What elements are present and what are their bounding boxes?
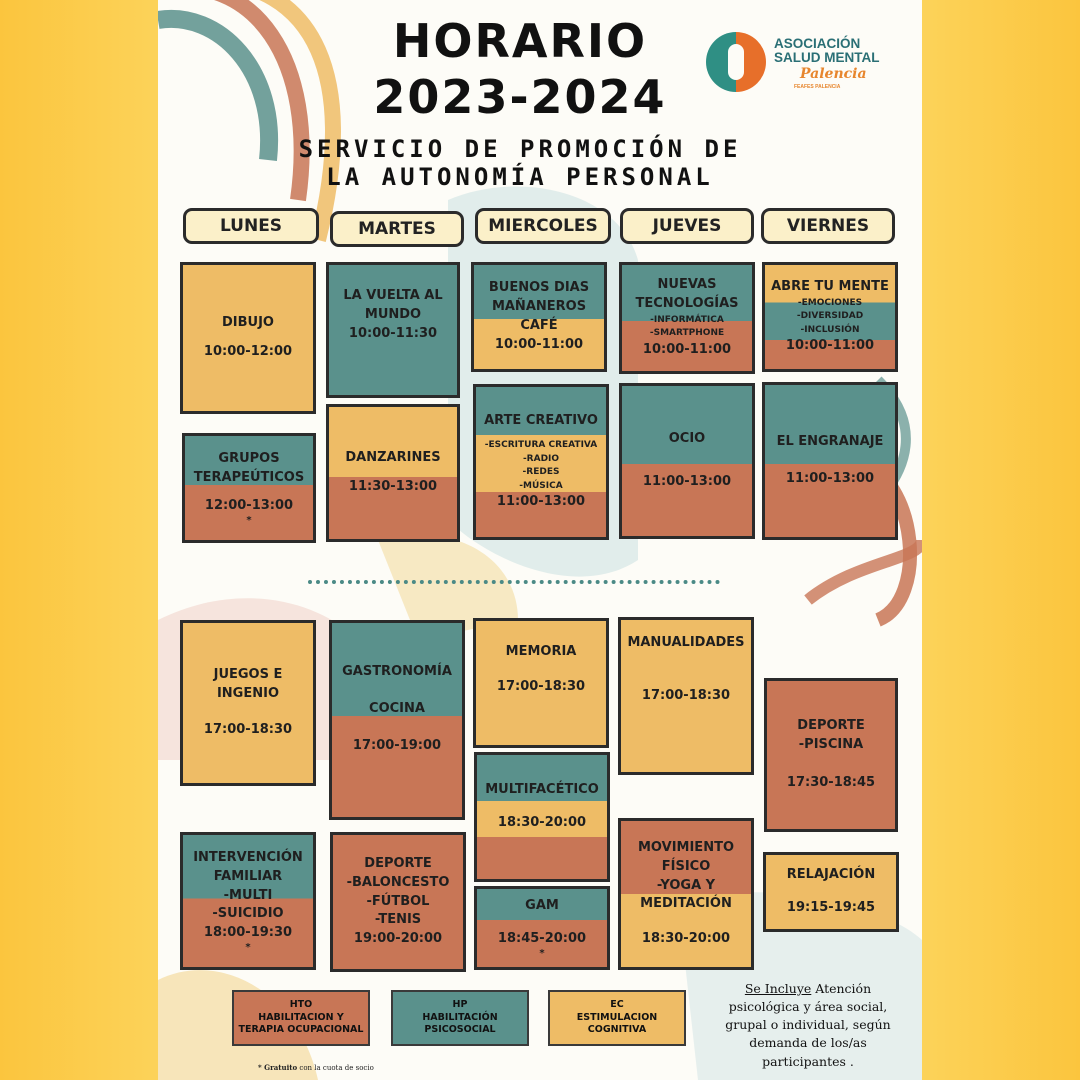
activity-time: 18:30-20:00 — [497, 814, 587, 830]
subtitle-line-2: LA AUTONOMÍA PERSONAL — [326, 163, 714, 191]
legend-code: EC — [610, 998, 624, 1010]
activity-title: DEPORTE — [797, 717, 865, 733]
activity-title: GAM — [525, 898, 559, 914]
legend-label: TERAPIA OCUPACIONAL — [238, 1024, 364, 1036]
activity-title: LA VUELTA AL — [343, 288, 443, 303]
activity-title: GRUPOS — [218, 450, 280, 466]
footnote-text: con la cuota de socio — [297, 1064, 374, 1072]
activity-gam — [474, 886, 610, 970]
day-header-viernes: VIERNES — [761, 208, 895, 244]
activity-title: CAFÉ — [520, 318, 558, 333]
legend-label: HABILITACIÓN — [422, 1011, 498, 1023]
activity-time: 10:00-12:00 — [203, 344, 293, 359]
activity-line: -YOGA Y — [656, 877, 716, 893]
footnote — [258, 1063, 374, 1072]
activity-dibujo — [180, 262, 316, 414]
service-note — [713, 980, 903, 1071]
activity-movimiento-fisico — [618, 818, 754, 970]
activity-time: 19:15-19:45 — [786, 900, 876, 915]
activity-time: 10:00-11:00 — [494, 336, 584, 352]
activity-deporte-piscina — [764, 678, 898, 832]
activity-title: GASTRONOMÍA — [342, 664, 452, 679]
activity-time: 19:00-20:00 — [353, 931, 443, 947]
section-divider — [308, 580, 720, 584]
legend-hp — [391, 990, 529, 1046]
activity-time: 17:30-18:45 — [786, 775, 876, 791]
activity-title: EL ENGRANAJE — [776, 434, 884, 449]
legend-code: HTO — [289, 998, 313, 1010]
free-mark: * — [245, 942, 251, 954]
legend-code: HP — [452, 998, 468, 1010]
activity-time: 10:00-11:00 — [785, 338, 875, 354]
activity-arte-creativo — [473, 384, 609, 540]
legend-label: COGNITIVA — [587, 1024, 647, 1036]
activity-title: TERAPEÚTICOS — [193, 469, 305, 485]
activity-time: 11:00-13:00 — [785, 470, 875, 486]
activity-time: 17:00-18:30 — [496, 678, 586, 694]
activity-subitem: -INFORMÁTICA — [650, 314, 724, 325]
activity-title: DIBUJO — [222, 315, 274, 331]
activity-title: ARTE CREATIVO — [484, 413, 598, 429]
activity-time: 11:00-13:00 — [642, 474, 732, 489]
activity-title: COCINA — [369, 700, 425, 716]
activity-line: INTERVENCIÓN — [193, 849, 303, 865]
activity-line: MEDITACIÓN — [640, 896, 732, 912]
activity-la-vuelta-al-mundo — [326, 262, 460, 398]
activity-memoria — [473, 618, 609, 748]
activity-time: 18:30-20:00 — [641, 931, 731, 947]
activity-line: -BALONCESTO — [346, 874, 450, 890]
activity-title: INGENIO — [216, 685, 280, 701]
activity-subitem: -EMOCIONES — [797, 297, 863, 308]
activity-intervencion-familiar — [180, 832, 316, 970]
activity-time: 10:00-11:30 — [348, 325, 438, 341]
activity-subitem: -ESCRITURA CREATIVA — [484, 440, 598, 450]
activity-relajacion — [763, 852, 899, 932]
activity-line: -SUICIDIO — [212, 906, 284, 922]
schedule-poster — [158, 0, 922, 1080]
note-text: participantes . — [762, 1053, 854, 1069]
logo-text-line1: ASOCIACIÓN — [774, 36, 861, 51]
note-text: Atención — [815, 981, 872, 996]
activity-subitem: -SMARTPHONE — [649, 328, 725, 339]
activity-subitem: -DIVERSIDAD — [796, 311, 864, 322]
activity-title: NUEVAS — [657, 277, 717, 293]
activity-manualidades — [618, 617, 754, 775]
activity-abre-tu-mente — [762, 262, 898, 372]
activity-ocio — [619, 383, 755, 539]
activity-title: RELAJACIÓN — [786, 867, 876, 883]
legend-label: ESTIMULACION — [576, 1011, 658, 1023]
footnote-bold: * Gratuito — [258, 1063, 298, 1072]
subtitle-line-1: SERVICIO DE PROMOCIÓN DE — [298, 135, 742, 163]
association-logo — [706, 28, 906, 98]
legend-label: HABILITACION Y — [258, 1011, 344, 1023]
activity-title: BUENOS DIAS — [488, 280, 590, 296]
activity-line: FÍSICO — [661, 858, 711, 874]
title-line-1: HORARIO — [392, 14, 648, 68]
activity-deporte-martes — [330, 832, 466, 972]
title-line-2: 2023-2024 — [373, 70, 667, 124]
logo-text-line2: SALUD MENTAL — [774, 50, 880, 65]
activity-subitem: -RADIO — [522, 453, 560, 464]
activity-title: OCIO — [668, 431, 706, 447]
activity-time: 17:00-18:30 — [641, 687, 731, 703]
activity-title: TECNOLOGÍAS — [635, 296, 739, 312]
logo-mark-icon — [706, 32, 766, 92]
activity-time: 11:30-13:00 — [348, 479, 438, 494]
activity-subitem: -REDES — [522, 467, 560, 477]
logo-text-line4: FEAFES PALENCIA — [794, 84, 841, 90]
note-underlined: Se Incluye — [744, 981, 812, 996]
day-header-lunes: LUNES — [183, 208, 319, 244]
legend-hto — [232, 990, 370, 1046]
activity-time: 12:00-13:00 — [204, 498, 294, 514]
activity-grupos-terapeuticos — [182, 433, 316, 543]
activity-time: 17:00-18:30 — [203, 722, 293, 738]
activity-title: -PISCINA — [798, 736, 864, 752]
activity-title: MULTIFACÉTICO — [485, 782, 599, 797]
activity-subitem: -INCLUSIÓN — [800, 324, 860, 335]
activity-time: 11:00-13:00 — [496, 494, 586, 509]
activity-gastronomia-cocina — [329, 620, 465, 820]
activity-nuevas-tecnologias — [619, 262, 755, 374]
day-header-jueves: JUEVES — [620, 208, 754, 244]
free-mark: * — [246, 515, 252, 527]
activity-title: MANUALIDADES — [627, 635, 745, 650]
activity-title: JUEGOS E — [213, 666, 283, 682]
activity-time: 17:00-19:00 — [352, 737, 442, 753]
legend-ec — [548, 990, 686, 1046]
note-text: grupal o individual, según — [725, 1017, 891, 1033]
activity-line: -TENIS — [374, 912, 422, 928]
activity-el-engranaje — [762, 382, 898, 540]
note-text: psicológica y área social, — [728, 999, 888, 1015]
activity-buenos-dias-mananeros — [471, 262, 607, 372]
activity-line: DEPORTE — [364, 855, 432, 871]
logo-text-line3: Palencia — [800, 66, 867, 82]
activity-line: FAMILIAR — [213, 868, 283, 884]
activity-line: -MULTI — [223, 887, 273, 903]
activity-time: 18:00-19:30 — [203, 925, 293, 941]
activity-multifacetico — [474, 752, 610, 882]
activity-danzarines — [326, 404, 460, 542]
activity-line: -FÚTBOL — [366, 893, 430, 909]
activity-time: 18:45-20:00 — [497, 931, 587, 946]
activity-title: MEMORIA — [505, 644, 577, 659]
activity-subitem: -MÚSICA — [519, 480, 563, 491]
free-mark: * — [539, 947, 545, 959]
activity-title: MUNDO — [364, 306, 422, 322]
legend-label: PSICOSOCIAL — [424, 1024, 496, 1036]
day-header-martes: MARTES — [330, 211, 464, 247]
activity-title: ABRE TU MENTE — [771, 278, 889, 294]
activity-line: MOVIMIENTO — [638, 839, 734, 855]
activity-title: DANZARINES — [345, 450, 441, 466]
activity-title: MAÑANEROS — [491, 299, 587, 315]
day-header-miercoles: MIERCOLES — [475, 208, 611, 244]
activity-time: 10:00-11:00 — [642, 341, 732, 357]
activity-juegos-e-ingenio — [180, 620, 316, 786]
note-text: demanda de los/as — [749, 1035, 867, 1051]
